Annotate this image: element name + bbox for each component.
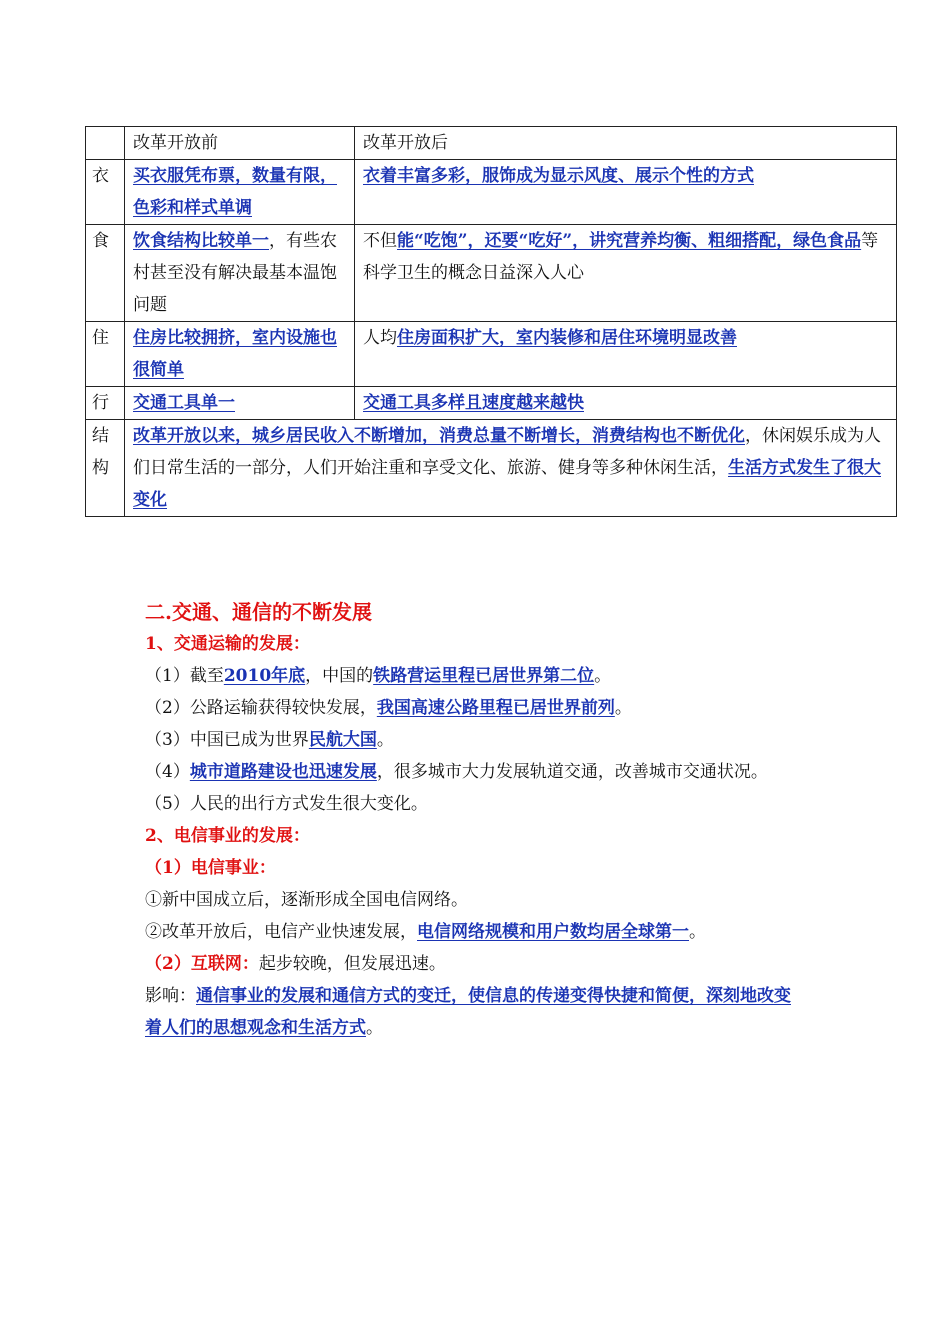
impact-prefix: 影响：	[145, 986, 196, 1006]
item4-prefix: （4）	[145, 762, 190, 782]
structure-middle: ，休闲娱乐成为人们日常生活的一部分，人们开始注重和享受文化、旅游、健身等多种休闲生活，	[133, 426, 881, 478]
telecom-point-2-end: 。	[689, 922, 706, 942]
housing-after-emphasis: 住房面积扩大，室内装修和居住环境明显改善	[397, 328, 737, 348]
list-item-4	[145, 756, 810, 788]
subheading-transport: 1、交通运输的发展：	[145, 634, 310, 654]
item3-emphasis: 民航大国	[308, 730, 377, 750]
item2-end: 。	[614, 698, 632, 718]
header-before: 改革开放前	[125, 127, 355, 160]
impact-emphasis: 通信事业的发展和通信方式的变迁，使信息的传递变得快捷和简便，深刻地改变着人们的思想观念和生活方式	[145, 986, 791, 1038]
list-item-5: （5）人民的出行方式发生很大变化。	[145, 794, 428, 814]
transport-after	[355, 387, 897, 420]
item1-end: 。	[594, 666, 612, 686]
header-empty-cell	[86, 127, 125, 160]
category-structure: 结构	[86, 420, 125, 517]
table-row-structure	[86, 420, 897, 517]
telecom-point-2-prefix: ②改革开放后，电信产业快速发展，	[145, 922, 417, 942]
telecom-point-2	[145, 916, 825, 948]
clothing-before	[125, 160, 355, 225]
food-after-prefix: 不但	[363, 231, 397, 251]
subheading-telecom-industry: （1）电信事业：	[145, 858, 276, 878]
subheading-telecom: 2、电信事业的发展：	[145, 826, 310, 846]
food-after	[355, 225, 897, 322]
structure-emphasis-1: 改革开放以来，城乡居民收入不断增加，消费总量不断增长，消费结构也不断优化	[133, 426, 745, 446]
food-after-text: 等科学卫生的概念日益深入人心	[363, 231, 879, 283]
section-title: 二.交通、通信的不断发展	[145, 600, 372, 624]
transport-before-emphasis: 交通工具单一	[133, 393, 235, 413]
table-row-housing	[86, 322, 897, 387]
housing-after-prefix: 人均	[363, 328, 397, 348]
item3-prefix: （3）中国已成为世界	[145, 730, 309, 750]
category-transport: 行	[86, 387, 125, 420]
item2-prefix: （2）公路运输获得较快发展，	[145, 698, 377, 718]
section-transport-communication	[145, 596, 825, 1044]
impact-line	[145, 980, 805, 1044]
table-row-clothing	[86, 160, 897, 225]
table-row-transport	[86, 387, 897, 420]
structure-emphasis-2: 生活方式发生了很大变化	[133, 458, 881, 510]
clothing-after	[355, 160, 897, 225]
item4-emphasis: 城市道路建设也迅速发展	[189, 762, 377, 782]
header-after: 改革开放后	[355, 127, 897, 160]
food-before-text: ，有些农村甚至没有解决最基本温饱问题	[133, 231, 337, 315]
internet-line	[145, 948, 825, 980]
housing-after	[355, 322, 897, 387]
list-item-1	[145, 660, 825, 692]
table-header-row	[86, 127, 897, 160]
transport-after-emphasis: 交通工具多样且速度越来越快	[363, 393, 584, 413]
food-after-emphasis: 能“吃饱”，还要“吃好”，讲究营养均衡、粗细搭配，绿色食品	[397, 231, 862, 251]
item3-end: 。	[376, 730, 394, 750]
transport-before	[125, 387, 355, 420]
item1-emphasis-year: 2010年底	[223, 666, 306, 686]
food-before	[125, 225, 355, 322]
structure-text	[125, 420, 897, 517]
list-item-2	[145, 692, 825, 724]
internet-label: （2）互联网：	[145, 954, 259, 974]
category-food: 食	[86, 225, 125, 322]
housing-before-emphasis: 住房比较拥挤，室内设施也很简单	[133, 328, 337, 380]
item1-middle: ，中国的	[305, 666, 374, 686]
list-item-3	[145, 724, 825, 756]
comparison-table	[85, 126, 897, 517]
telecom-point-1: ①新中国成立后，逐渐形成全国电信网络。	[145, 890, 468, 910]
telecom-point-2-emphasis: 电信网络规模和用户数均居全球第一	[417, 922, 689, 942]
item2-emphasis: 我国高速公路里程已居世界前列	[376, 698, 615, 718]
item1-prefix: （1）截至	[145, 666, 224, 686]
item1-emphasis-rail: 铁路营运里程已居世界第二位	[373, 666, 595, 686]
impact-end: 。	[366, 1018, 383, 1038]
food-before-emphasis: 饮食结构比较单一	[133, 231, 269, 251]
category-clothing: 衣	[86, 160, 125, 225]
internet-text: 起步较晚，但发展迅速。	[258, 954, 446, 974]
table-row-food	[86, 225, 897, 322]
category-housing: 住	[86, 322, 125, 387]
item4-text: ，很多城市大力发展轨道交通，改善城市交通状况。	[376, 762, 768, 782]
clothing-before-emphasis: 买衣服凭布票，数量有限，色彩和样式单调	[133, 166, 337, 218]
clothing-after-emphasis: 衣着丰富多彩，服饰成为显示风度、展示个性的方式	[363, 166, 754, 186]
housing-before	[125, 322, 355, 387]
